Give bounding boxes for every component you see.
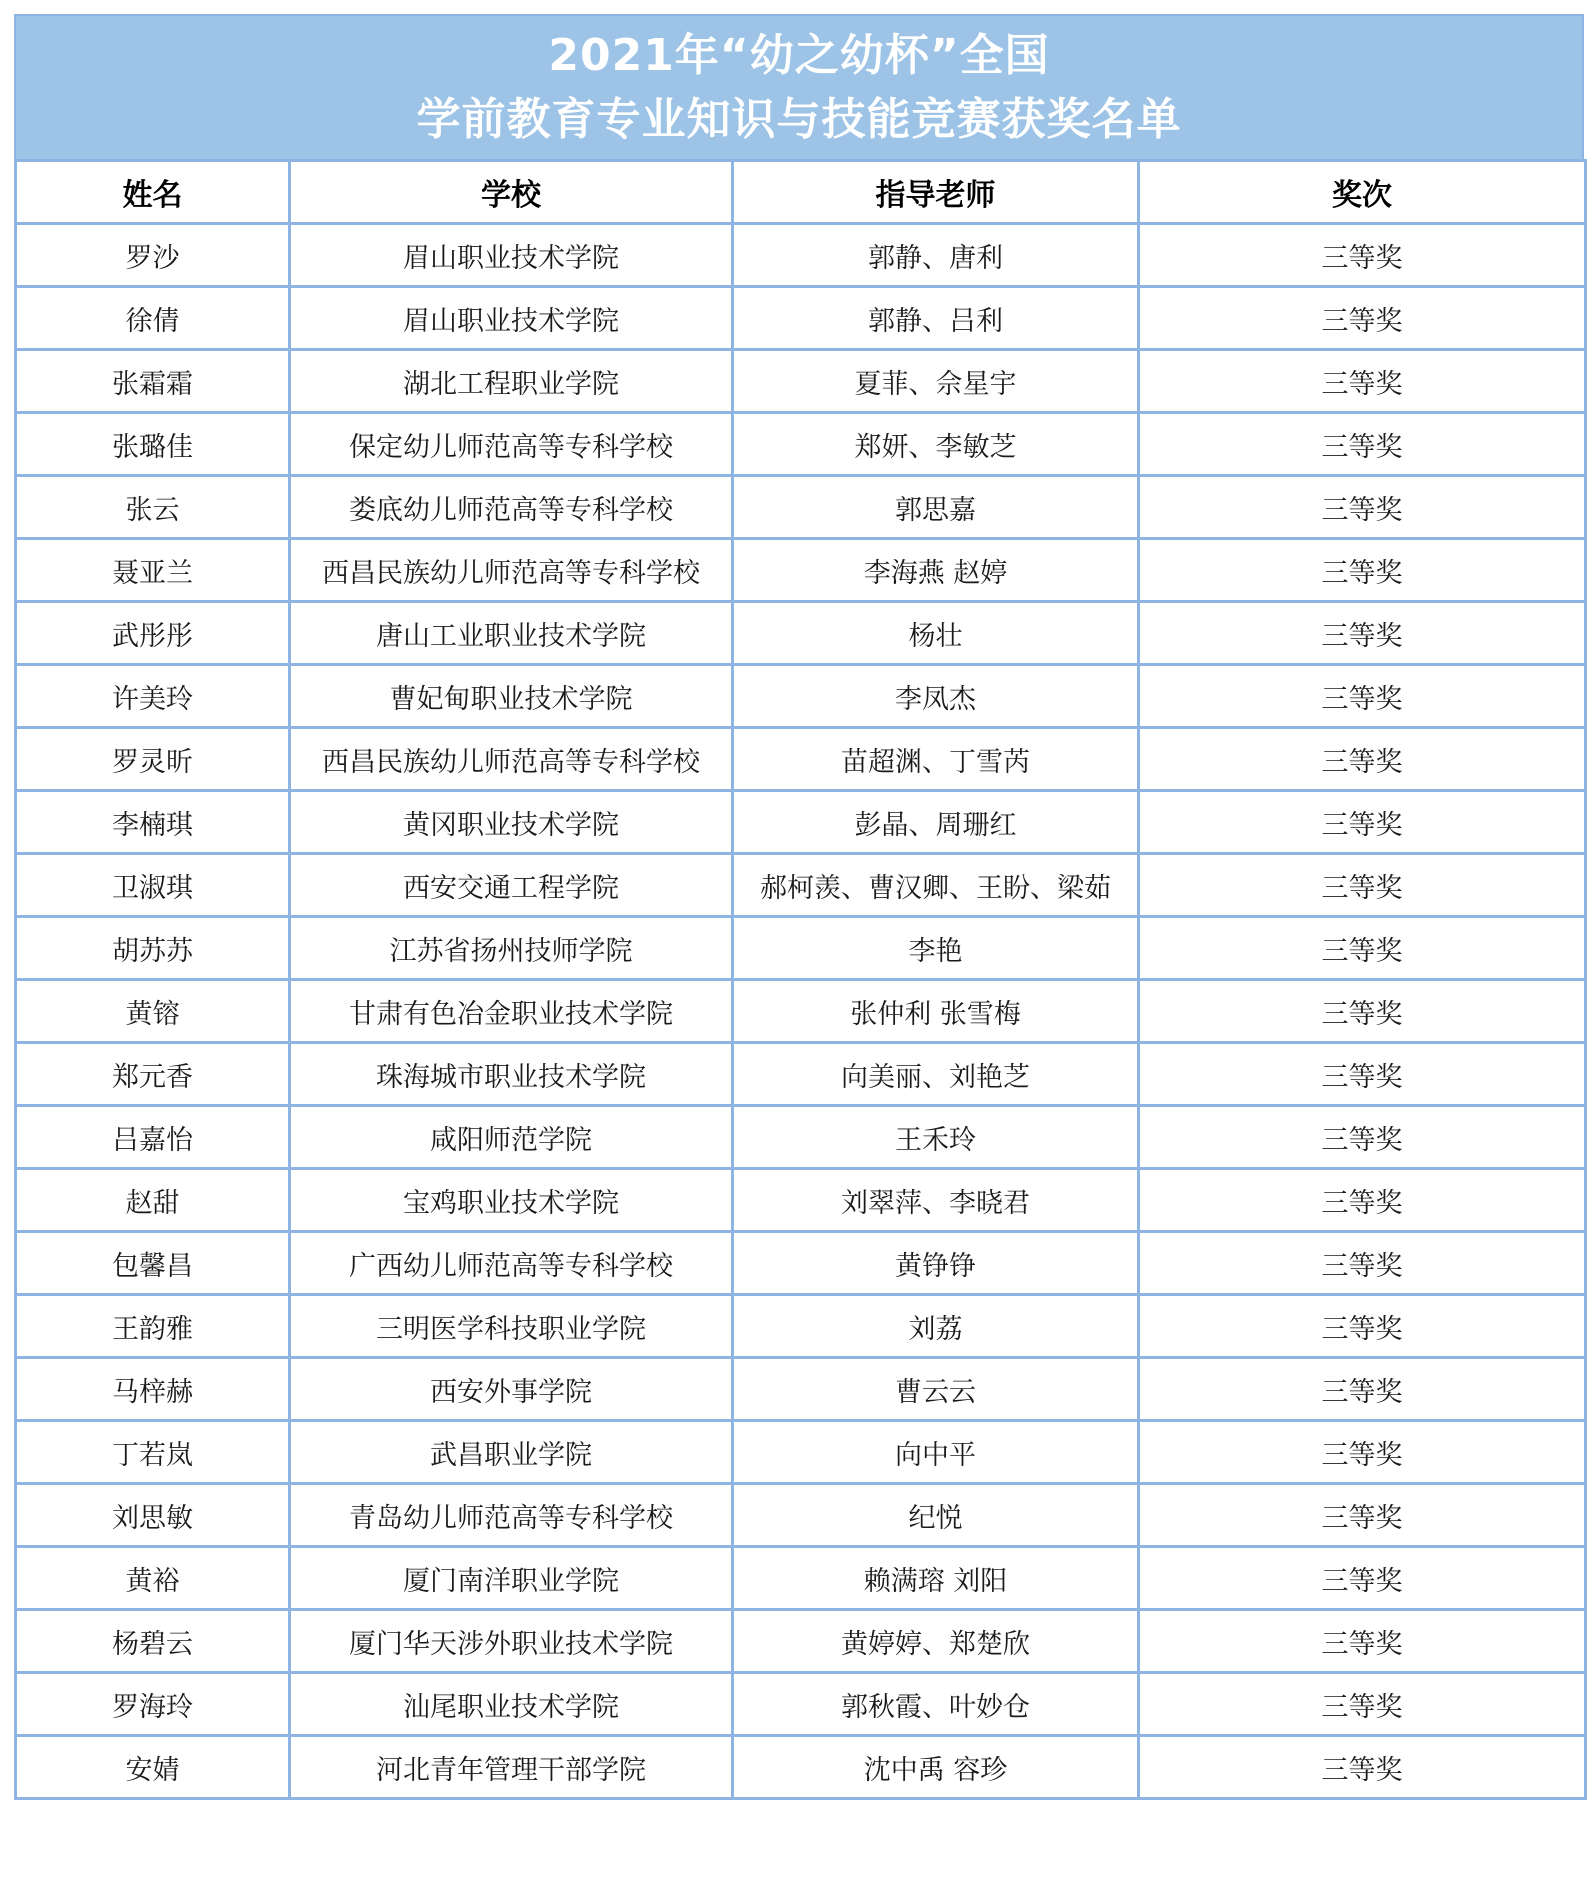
award-level-cell: 三等奖 — [1139, 665, 1586, 728]
school-cell: 青岛幼儿师范高等专科学校 — [290, 1484, 733, 1547]
school-cell: 娄底幼儿师范高等专科学校 — [290, 476, 733, 539]
advisor-cell: 王禾玲 — [733, 1106, 1139, 1169]
table-row — [16, 224, 1586, 287]
column-header-award: 奖次 — [1139, 161, 1586, 224]
student-name-cell: 胡苏苏 — [16, 917, 290, 980]
student-name-cell: 罗沙 — [16, 224, 290, 287]
advisor-cell: 夏菲、佘星宇 — [733, 350, 1139, 413]
table-row — [16, 539, 1586, 602]
student-name-cell: 聂亚兰 — [16, 539, 290, 602]
school-cell: 西昌民族幼儿师范高等专科学校 — [290, 539, 733, 602]
school-cell: 河北青年管理干部学院 — [290, 1736, 733, 1799]
school-cell: 西安外事学院 — [290, 1358, 733, 1421]
advisor-cell: 黄婷婷、郑楚欣 — [733, 1610, 1139, 1673]
advisor-cell: 彭晶、周珊红 — [733, 791, 1139, 854]
school-cell: 曹妃甸职业技术学院 — [290, 665, 733, 728]
award-level-cell: 三等奖 — [1139, 539, 1586, 602]
advisor-cell: 向美丽、刘艳芝 — [733, 1043, 1139, 1106]
school-cell: 咸阳师范学院 — [290, 1106, 733, 1169]
student-name-cell: 罗海玲 — [16, 1673, 290, 1736]
award-level-cell: 三等奖 — [1139, 1547, 1586, 1610]
student-name-cell: 张璐佳 — [16, 413, 290, 476]
table-row — [16, 917, 1586, 980]
school-cell: 眉山职业技术学院 — [290, 224, 733, 287]
student-name-cell: 刘思敏 — [16, 1484, 290, 1547]
award-level-cell: 三等奖 — [1139, 854, 1586, 917]
school-cell: 厦门南洋职业学院 — [290, 1547, 733, 1610]
advisor-cell: 李凤杰 — [733, 665, 1139, 728]
student-name-cell: 黄镕 — [16, 980, 290, 1043]
award-level-cell: 三等奖 — [1139, 791, 1586, 854]
school-cell: 三明医学科技职业学院 — [290, 1295, 733, 1358]
award-level-cell: 三等奖 — [1139, 1673, 1586, 1736]
advisor-cell: 李海燕 赵婷 — [733, 539, 1139, 602]
award-level-cell: 三等奖 — [1139, 1610, 1586, 1673]
award-level-cell: 三等奖 — [1139, 413, 1586, 476]
award-level-cell: 三等奖 — [1139, 602, 1586, 665]
student-name-cell: 张霜霜 — [16, 350, 290, 413]
table-row — [16, 1232, 1586, 1295]
advisor-cell: 郑妍、李敏芝 — [733, 413, 1139, 476]
table-row — [16, 665, 1586, 728]
table-row — [16, 1736, 1586, 1799]
table-row — [16, 1043, 1586, 1106]
table-row — [16, 728, 1586, 791]
award-level-cell: 三等奖 — [1139, 224, 1586, 287]
table-row — [16, 1358, 1586, 1421]
advisor-cell: 杨壮 — [733, 602, 1139, 665]
table-row — [16, 1106, 1586, 1169]
advisor-cell: 郭静、吕利 — [733, 287, 1139, 350]
school-cell: 黄冈职业技术学院 — [290, 791, 733, 854]
award-level-cell: 三等奖 — [1139, 287, 1586, 350]
student-name-cell: 包馨昌 — [16, 1232, 290, 1295]
school-cell: 保定幼儿师范高等专科学校 — [290, 413, 733, 476]
header-row — [16, 161, 1586, 224]
advisor-cell: 郭思嘉 — [733, 476, 1139, 539]
student-name-cell: 卫淑琪 — [16, 854, 290, 917]
school-cell: 西昌民族幼儿师范高等专科学校 — [290, 728, 733, 791]
school-cell: 甘肃有色冶金职业技术学院 — [290, 980, 733, 1043]
advisor-cell: 赖满瑢 刘阳 — [733, 1547, 1139, 1610]
school-cell: 湖北工程职业学院 — [290, 350, 733, 413]
advisor-cell: 刘翠萍、李晓君 — [733, 1169, 1139, 1232]
student-name-cell: 罗灵昕 — [16, 728, 290, 791]
table-row — [16, 791, 1586, 854]
award-level-cell: 三等奖 — [1139, 917, 1586, 980]
column-header-school: 学校 — [290, 161, 733, 224]
student-name-cell: 安婧 — [16, 1736, 290, 1799]
student-name-cell: 武彤彤 — [16, 602, 290, 665]
school-cell: 西安交通工程学院 — [290, 854, 733, 917]
table-row — [16, 413, 1586, 476]
table-row — [16, 287, 1586, 350]
title-line-2: 学前教育专业知识与技能竞赛获奖名单 — [416, 93, 1182, 145]
student-name-cell: 丁若岚 — [16, 1421, 290, 1484]
student-name-cell: 杨碧云 — [16, 1610, 290, 1673]
table-row — [16, 854, 1586, 917]
table-row — [16, 350, 1586, 413]
advisor-cell: 郭静、唐利 — [733, 224, 1139, 287]
award-table — [14, 159, 1587, 1800]
award-level-cell: 三等奖 — [1139, 1736, 1586, 1799]
school-cell: 江苏省扬州技师学院 — [290, 917, 733, 980]
student-name-cell: 许美玲 — [16, 665, 290, 728]
advisor-cell: 张仲利 张雪梅 — [733, 980, 1139, 1043]
advisor-cell: 黄铮铮 — [733, 1232, 1139, 1295]
award-level-cell: 三等奖 — [1139, 1232, 1586, 1295]
school-cell: 武昌职业学院 — [290, 1421, 733, 1484]
award-level-cell: 三等奖 — [1139, 1484, 1586, 1547]
column-header-advisor: 指导老师 — [733, 161, 1139, 224]
award-level-cell: 三等奖 — [1139, 1295, 1586, 1358]
title-banner — [14, 14, 1584, 159]
advisor-cell: 曹云云 — [733, 1358, 1139, 1421]
advisor-cell: 郝柯羡、曹汉卿、王盼、梁茹 — [733, 854, 1139, 917]
school-cell: 厦门华天涉外职业技术学院 — [290, 1610, 733, 1673]
advisor-cell: 李艳 — [733, 917, 1139, 980]
award-level-cell: 三等奖 — [1139, 980, 1586, 1043]
advisor-cell: 纪悦 — [733, 1484, 1139, 1547]
table-row — [16, 980, 1586, 1043]
student-name-cell: 徐倩 — [16, 287, 290, 350]
student-name-cell: 吕嘉怡 — [16, 1106, 290, 1169]
table-row — [16, 602, 1586, 665]
award-level-cell: 三等奖 — [1139, 1169, 1586, 1232]
award-list-sheet — [14, 14, 1584, 1800]
column-header-name: 姓名 — [16, 161, 290, 224]
student-name-cell: 王韵雅 — [16, 1295, 290, 1358]
advisor-cell: 向中平 — [733, 1421, 1139, 1484]
student-name-cell: 张云 — [16, 476, 290, 539]
award-level-cell: 三等奖 — [1139, 476, 1586, 539]
title-line-1: 2021年“幼之幼杯”全国 — [548, 29, 1050, 81]
table-row — [16, 1421, 1586, 1484]
table-row — [16, 1484, 1586, 1547]
school-cell: 汕尾职业技术学院 — [290, 1673, 733, 1736]
advisor-cell: 苗超渊、丁雪芮 — [733, 728, 1139, 791]
award-level-cell: 三等奖 — [1139, 1358, 1586, 1421]
award-level-cell: 三等奖 — [1139, 1421, 1586, 1484]
table-row — [16, 1547, 1586, 1610]
advisor-cell: 沈中禹 容珍 — [733, 1736, 1139, 1799]
table-body — [16, 224, 1586, 1799]
award-level-cell: 三等奖 — [1139, 1043, 1586, 1106]
student-name-cell: 郑元香 — [16, 1043, 290, 1106]
school-cell: 眉山职业技术学院 — [290, 287, 733, 350]
table-row — [16, 476, 1586, 539]
table-row — [16, 1169, 1586, 1232]
student-name-cell: 马梓赫 — [16, 1358, 290, 1421]
student-name-cell: 黄裕 — [16, 1547, 290, 1610]
award-level-cell: 三等奖 — [1139, 728, 1586, 791]
student-name-cell: 李楠琪 — [16, 791, 290, 854]
award-level-cell: 三等奖 — [1139, 1106, 1586, 1169]
advisor-cell: 刘荔 — [733, 1295, 1139, 1358]
table-row — [16, 1295, 1586, 1358]
award-level-cell: 三等奖 — [1139, 350, 1586, 413]
student-name-cell: 赵甜 — [16, 1169, 290, 1232]
table-row — [16, 1673, 1586, 1736]
school-cell: 宝鸡职业技术学院 — [290, 1169, 733, 1232]
table-row — [16, 1610, 1586, 1673]
advisor-cell: 郭秋霞、叶妙仓 — [733, 1673, 1139, 1736]
school-cell: 珠海城市职业技术学院 — [290, 1043, 733, 1106]
school-cell: 唐山工业职业技术学院 — [290, 602, 733, 665]
school-cell: 广西幼儿师范高等专科学校 — [290, 1232, 733, 1295]
